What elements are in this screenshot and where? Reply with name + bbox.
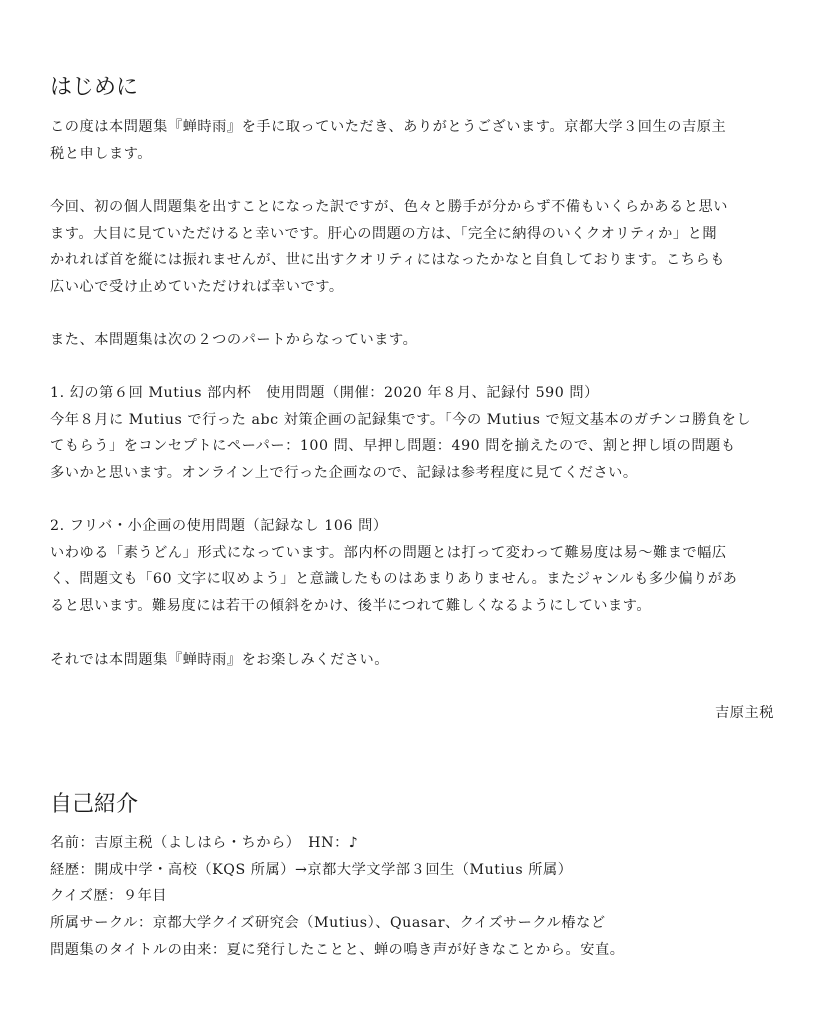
intro-apology-paragraph [50, 194, 774, 301]
profile-name-line: 名前：吉原主税（よしはら・ちから） HN：♪ [50, 835, 359, 851]
text-line: また、本問題集は次の２つのパートからなっています。 [50, 332, 418, 348]
intro-greeting-paragraph [50, 114, 774, 167]
intro-closing-paragraph [50, 647, 774, 674]
text-line: 税と申します。 [50, 145, 153, 162]
text-line: 広い心で受け止めていただければ幸いです。 [50, 279, 344, 296]
part1-description [50, 380, 774, 487]
text-line: 今年８月に Mutius で行った abc 対策企画の記録集です。「今の Mutius で短文基本のガチンコ勝負をし [50, 411, 752, 428]
text-line: てもらう」をコンセプトにペーパー：100 問、早押し問題：490 問を揃えたので、割と押し頃の問題も [50, 438, 736, 455]
profile-title-origin-line: 問題集のタイトルの由来：夏に発行したことと、蝉の鳴き声が好きなことから。安直。 [50, 941, 625, 958]
profile-quiz-history-line: クイズ歴：９年目 [50, 888, 168, 905]
author-signature: 吉原主税 [715, 705, 774, 721]
intro-heading: はじめに [50, 75, 139, 100]
profile-details [50, 830, 774, 964]
text-line: いわゆる「素うどん」形式になっています。部内杯の問題とは打って変わって難易度は易〜難まで幅広 [50, 544, 727, 561]
text-line: ると思います。難易度には若干の傾斜をかけ、後半につれて難しくなるようにしています。 [50, 598, 652, 615]
intro-parts-paragraph [50, 327, 774, 354]
text-line: 多いかと思います。オンライン上で行った企画なので、記録は参考程度に見てください。 [50, 465, 638, 482]
profile-circles-line: 所属サークル：京都大学クイズ研究会（Mutius）、Quasar、クイズサークル椿など [50, 915, 606, 932]
text-line: 今回、初の個人問題集を出すことになった訳ですが、色々と勝手が分からず不備もいくらかあると思い [50, 199, 728, 215]
part2-description [50, 513, 774, 620]
profile-career-line: 経歴：開成中学・高校（KQS 所属）→京都大学文学部３回生（Mutius 所属） [50, 861, 573, 878]
text-line: それでは本問題集『蝉時雨』をお楽しみください。 [50, 652, 389, 668]
text-line: ます。大目に見ていただけると幸いです。肝心の問題の方は、「完全に納得のいくクオリティか」と聞 [50, 225, 718, 242]
part2-heading: 2. フリバ・小企画の使用問題（記録なし 106 問） [50, 518, 388, 534]
text-line: かれれば首を縦には振れませんが、世に出すクオリティにはなったかなと自負しております。こちらも [50, 252, 725, 269]
profile-heading: 自己紹介 [50, 792, 139, 817]
text-line: く、問題文も「60 文字に収めよう」と意識したものはあまりありません。またジャンルも多少偏りがあ [50, 571, 738, 588]
part1-heading: 1. 幻の第６回 Mutius 部内杯 使用問題（開催：2020 年８月、記録付 590 問） [50, 385, 599, 401]
text-line: この度は本問題集『蝉時雨』を手に取っていただき、ありがとうございます。京都大学３回生の吉原主 [50, 119, 727, 135]
